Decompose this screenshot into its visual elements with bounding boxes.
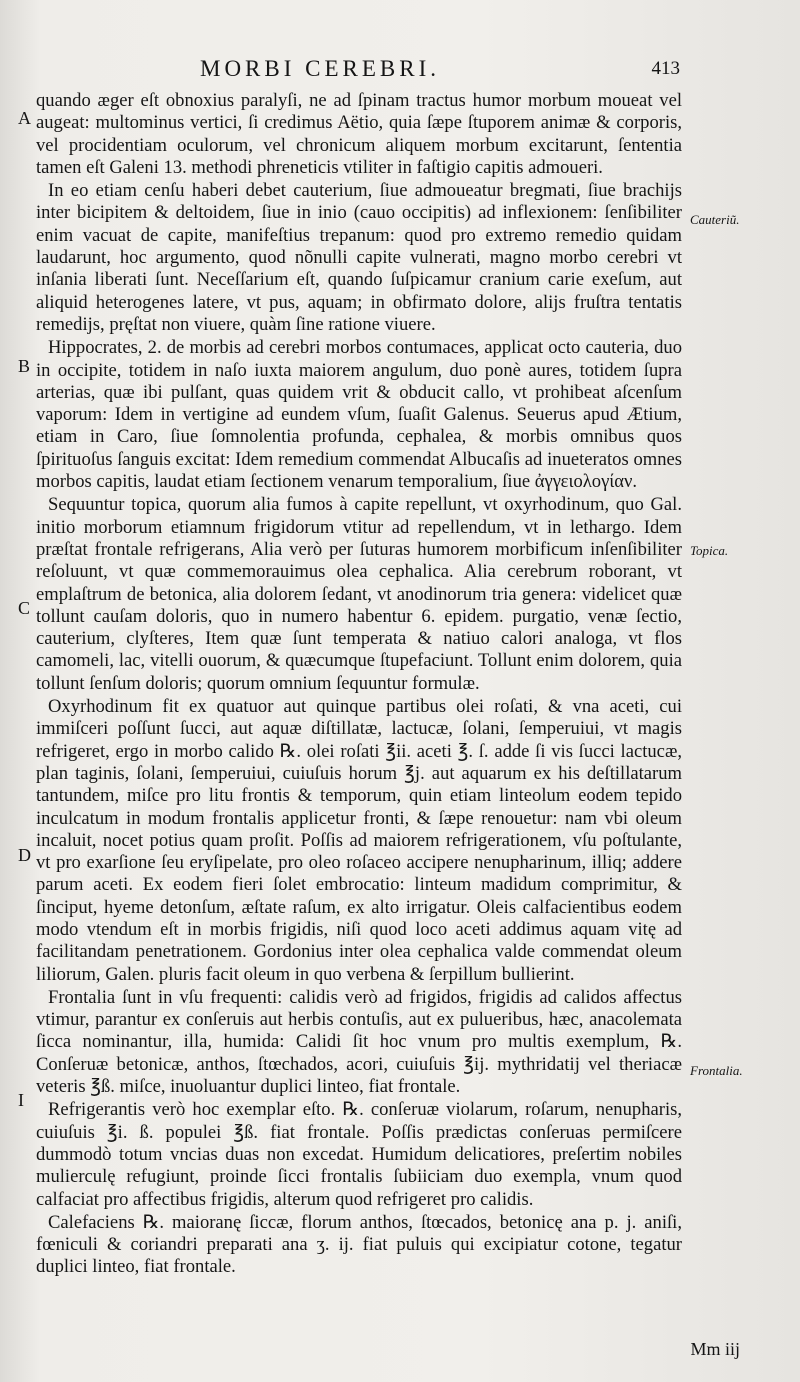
page-number: 413 xyxy=(651,58,680,79)
section-letter-d: D xyxy=(18,845,31,865)
section-letter-b: B xyxy=(18,356,31,376)
margin-note-cauterium: Cauteriũ. xyxy=(690,212,740,227)
running-header xyxy=(200,56,680,82)
margin-note-topica: Topica. xyxy=(690,543,729,558)
running-title: MORBI CEREBRI. xyxy=(200,56,441,81)
paragraph-7: Refrigerantis verò hoc exemplar eſto. ℞. conſeruæ violarum, roſarum, nenupharis, cuiuſuis ℥i. ß. populei ℥ß. fiat frontale. Poſſis prædictas conſeruas permiſcere dummodò totum vncias duas non excedat. Humidum delicatiores, preſertim nobiles mulierculę refugiunt, proinde ſicci frontalis ſubiiciam duo exempla, vnum quod calfaciat pro affectibus frigidis, alterum quod refrigeret pro calidis. xyxy=(36,1099,682,1210)
margin-note-frontalia: Frontalia. xyxy=(690,1063,743,1078)
paragraph-4: Sequuntur topica, quorum alia fumos à capite repellunt, vt oxyrhodinum, quo Gal. initio morborum etiamnum frigidorum vtitur ad repellendum, vt in lethargo. Idem præſtat frontale refrigerans, Alia verò per ſuturas humorem morbificum inſenſibiliter reſoluunt, vt quæ commemorauimus olea cephalica. Alia cerebrum roborant, vt emplaſtrum de betonica, alia dolorem ſedant, vt anodinorum tria genera: videlicet quæ tollunt cauſam doloris, quo in numero habentur 6. epidem. purgatio, venæ ſectio, cauterium, clyſteres, Item quæ ſunt temperata & natiuo calori analoga, vt flos camomeli, lac, vitelli ouorum, & quæcumque ſtupefaciunt. Tollunt enim dolorem, quia tollunt ſenſum doloris; quorum omnium ſequuntur formulæ. xyxy=(36,494,682,694)
paragraph-8: Calefaciens ℞. maioranę ſiccæ, florum anthos, ſtœcados, betonicę ana p. j. aniſi, fœniculi & coriandri preparati ana ʒ. ij. fiat puluis qui excipiatur cotone, tegatur duplici linteo, fiat frontale. xyxy=(36,1211,682,1278)
section-letter-c: C xyxy=(18,598,31,618)
section-letter-a: A xyxy=(18,108,31,128)
paragraph-6: Frontalia ſunt in vſu frequenti: calidis verò ad frigidos, frigidis ad calidos affectus vtimur, parantur ex conſeruis aut herbis contuſis, aut ex pulueribus, hæc, anacolemata ſicca nominantur, illa, humida: Calidi ſit hoc vnum pro multis exemplum, ℞. Conſeruæ betonicæ, anthos, ſtœchados, acori, cuiuſuis ℥ij. mythridatij vel theriacæ veteris ℥ß. miſce, inuoluantur duplici linteo, fiat frontale. xyxy=(36,986,682,1098)
signature-mark: Mm iij xyxy=(690,1339,740,1359)
paragraph-5: Oxyrhodinum fit ex quatuor aut quinque partibus olei roſati, & vna aceti, cui immiſceri poſſunt ſucci, aut aquæ diſtillatæ, lactucæ, ſolani, ſemperuiui, vt magis refrigeret, ergo in morbo calido ℞. olei roſati ℥ii. aceti ℥. ſ. adde ſi vis ſucci lactucæ, plan taginis, ſolani, ſemperuiui, cuiuſuis horum ℥j. aut aquarum ex his deſtillatarum tantundem, miſce pro litu frontis & temporum, quin etiam linteolum eodem tepido inculcatum in modum frontalis applicetur fronti, & ſæpe renouetur: nam vbi oleum incaluit, nocet potius quam proſit. Poſſis ad maiorem refrigerationem, vſu poſtulante, vt pro exarſione ſeu eryſipelate, pro oleo roſaceo accipere nenupharinum, illiq; addere parum aceti. Ex eodem fieri ſolet embrocatio: linteum madidum comprimitur, & ſinciput, hyeme detonſum, æſtate raſum, ex alto irrigatur. Oleis calfacientibus eodem modo vtendum eſt in morbis frigidis, niſi quod loco aceti addimus aquam vitę ad facilitandam penetrationem. Gordonius inter olea cephalica valde commendat oleum liliorum, Galen. pluris facit oleum in quo verbena & ſerpillum bullierint. xyxy=(36,696,682,985)
main-text xyxy=(36,90,682,1280)
section-letter-e: I xyxy=(18,1090,24,1110)
paragraph-3: Hippocrates, 2. de morbis ad cerebri morbos contumaces, applicat octo cauteria, duo in occipite, totidem in naſo iuxta maiorem angulum, duo ponè aures, totidem ſupra arterias, quæ ibi pulſant, quas quidem vrit & obducit callo, vt prohibeat aſcenſum vaporum: Idem in vertigine ad eundem vſum, ſuaſit Galenus. Seuerus apud Ætium, etiam in Caro, ſiue ſomnolentia profunda, cephalea, & morbis omnibus quos ſpirituoſus ſanguis excitat: Idem remedium commendat Albucaſis ad inueteratos omnes morbos capitis, laudat etiam ſectionem venarum temporalium, ſiue ἀγγειολογίαν. xyxy=(36,337,682,493)
paragraph-1: quando æger eſt obnoxius paralyſi, ne ad ſpinam tractus humor morbum moueat vel augeat: multominus vertici, ſi credimus Aëtio, quia ſæpe ſtuporem animæ & corporis, vel procidentiam oculorum, vel chronicum aliquem morbum excitarunt, ſententia tamen eſt Galeni 13. methodi phreneticis vtiliter in faſtigio capitis admoueri. xyxy=(36,90,682,178)
paragraph-2: In eo etiam cenſu haberi debet cauterium, ſiue admoueatur bregmati, ſiue brachijs inter bicipitem & deltoidem, ſiue in inio (cauo occipitis) ad inflexionem: ſenſibiliter enim vacuat de capite, manifeſtius trepanum: quod pro extremo remedio quidam laudarunt, hoc argumento, quod nõnulli capite vulnerati, magno morbo cerebri vt inſania liberati ſunt. Neceſſarium eſt, quando ſuſpicamur cranium carie exeſum, aut aliquid heterogenes latere, vt pus, aquam; in obfirmato dolore, alijs fruſtra tentatis remedijs, pręſtat non viuere, quàm ſine ratione viuere. xyxy=(36,180,682,335)
